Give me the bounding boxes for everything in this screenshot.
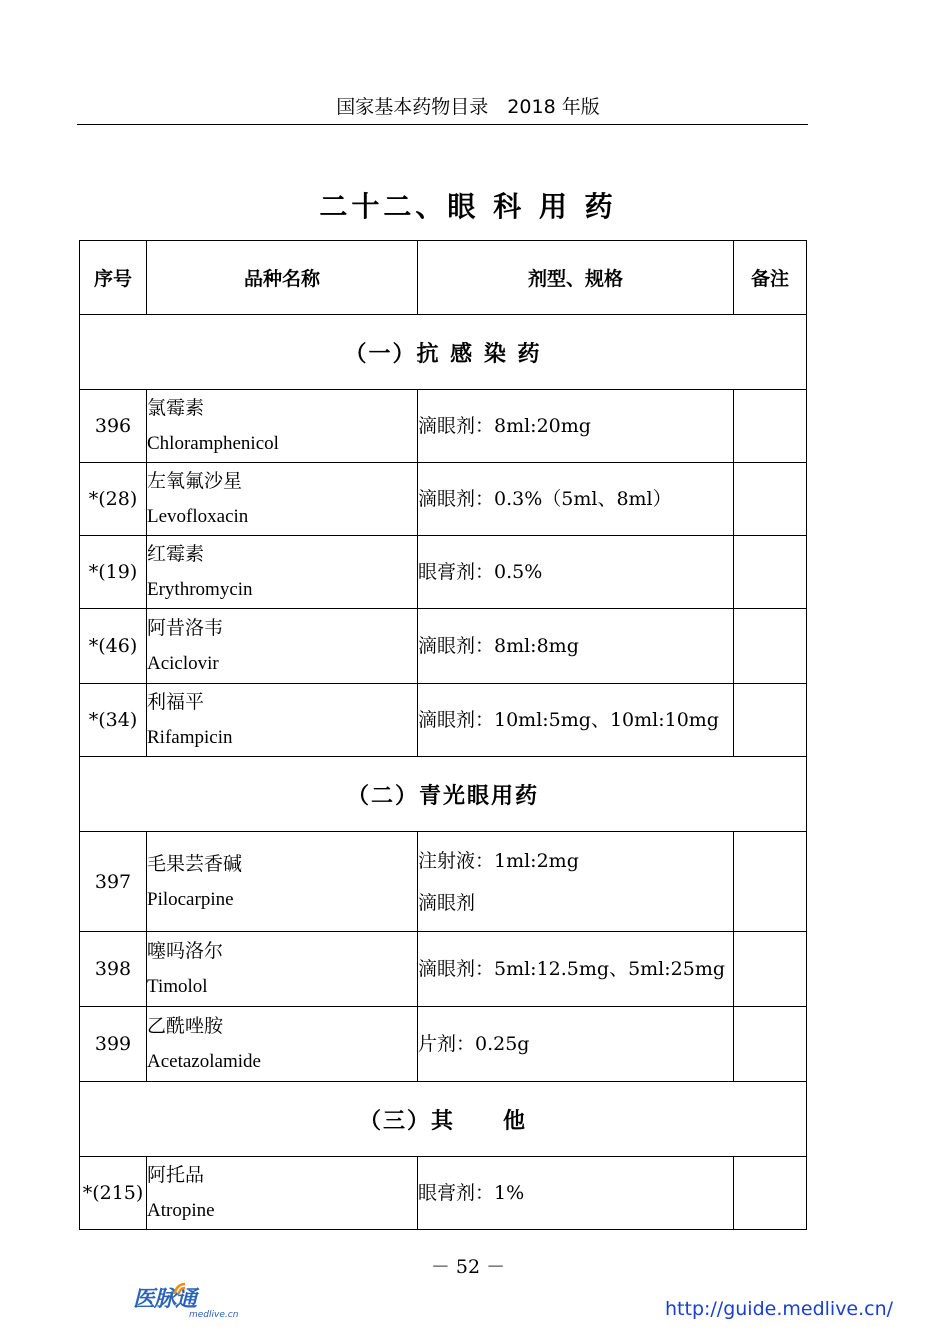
dosage-spec-cell: [418, 832, 734, 932]
remark-cell: [734, 536, 807, 609]
drug-name-english: Atropine: [147, 1200, 215, 1221]
chapter-title: 二十二、眼 科 用 药: [319, 190, 617, 223]
drug-name-chinese: 红霉素: [147, 543, 205, 565]
dosage-spec: 滴眼剂：8ml:20mg: [418, 415, 591, 437]
table-row: [80, 390, 807, 463]
drug-name-cell: [147, 390, 418, 463]
drug-name-chinese: 噻吗洛尔: [147, 940, 224, 962]
dosage-spec: 滴眼剂：5ml:12.5mg、5ml:25mg: [418, 958, 726, 980]
page-number: － 52 －: [430, 1256, 506, 1278]
dosage-spec: 注射液：1ml:2mg: [418, 849, 579, 872]
logo-text: 医脉通: [133, 1287, 197, 1312]
row-number: *(215): [80, 1157, 147, 1230]
dosage-spec-cell: [418, 932, 734, 1007]
drug-name-cell: [147, 1007, 418, 1082]
section-row: [80, 1082, 807, 1157]
column-header-remark: 备注: [734, 241, 807, 315]
drug-name-cell: [147, 609, 418, 684]
row-number: *(19): [80, 536, 147, 609]
dosage-spec: 眼膏剂：0.5%: [418, 561, 543, 583]
drug-name-cell: [147, 536, 418, 609]
row-number: 397: [80, 832, 147, 932]
table-row: [80, 536, 807, 609]
row-number: *(28): [80, 463, 147, 536]
table-row: [80, 463, 807, 536]
remark-cell: [734, 932, 807, 1007]
remark-cell: [734, 832, 807, 932]
drug-name-chinese: 阿托品: [147, 1164, 205, 1186]
dosage-spec-cell: [418, 463, 734, 536]
medlive-logo: [133, 1282, 243, 1324]
dosage-spec-cell: [418, 1157, 734, 1230]
dosage-spec-cell: [418, 390, 734, 463]
row-number: 399: [80, 1007, 147, 1082]
drug-name-chinese: 阿昔洛韦: [147, 617, 224, 639]
table-row: [80, 1157, 807, 1230]
table-row: [80, 832, 807, 932]
column-header-no: 序号: [80, 241, 147, 315]
dosage-spec-cell: [418, 684, 734, 757]
section-title: （二）青光眼用药: [80, 757, 807, 832]
drug-name-english: Acetazolamide: [147, 1051, 261, 1072]
drug-name-english: Pilocarpine: [147, 888, 234, 910]
dosage-spec-cell: [418, 1007, 734, 1082]
remark-cell: [734, 1007, 807, 1082]
section-title: （三）其 他: [80, 1082, 807, 1157]
dosage-spec: 眼膏剂：1%: [418, 1182, 525, 1204]
dosage-spec-cell: [418, 609, 734, 684]
logo-subtext: medlive.cn: [189, 1310, 239, 1320]
drug-table: [79, 240, 807, 1230]
dosage-spec-cell: [418, 536, 734, 609]
drug-name-chinese: 毛果芸香碱: [147, 852, 243, 875]
drug-name-english: Levofloxacin: [147, 506, 249, 527]
remark-cell: [734, 684, 807, 757]
drug-name-english: Timolol: [147, 976, 208, 997]
drug-name-cell: [147, 684, 418, 757]
drug-name-chinese: 利福平: [147, 691, 205, 713]
drug-name-chinese: 左氧氟沙星: [147, 470, 243, 492]
section-row: [80, 315, 807, 390]
drug-name-cell: [147, 1157, 418, 1230]
section-row: [80, 757, 807, 832]
remark-cell: [734, 390, 807, 463]
remark-cell: [734, 1157, 807, 1230]
row-number: *(46): [80, 609, 147, 684]
drug-name-chinese: 氯霉素: [147, 397, 205, 419]
section-title: （一）抗 感 染 药: [80, 315, 807, 390]
drug-name-english: Rifampicin: [147, 727, 233, 748]
table-header-row: [80, 241, 807, 315]
dosage-spec: 片剂：0.25g: [418, 1033, 530, 1055]
dosage-spec: 滴眼剂：10ml:5mg、10ml:10mg: [418, 709, 719, 731]
dosage-spec: 滴眼剂：8ml:8mg: [418, 635, 579, 657]
table-row: [80, 932, 807, 1007]
drug-name-chinese: 乙酰唑胺: [147, 1015, 224, 1037]
column-header-spec: 剂型、规格: [418, 241, 734, 315]
page-header: 国家基本药物目录 2018 年版: [336, 96, 600, 118]
drug-name-cell: [147, 463, 418, 536]
table-row: [80, 684, 807, 757]
drug-name-cell: [147, 932, 418, 1007]
column-header-name: 品种名称: [147, 241, 418, 315]
table-row: [80, 1007, 807, 1082]
table-row: [80, 609, 807, 684]
row-number: 398: [80, 932, 147, 1007]
footer-url-link[interactable]: http://guide.medlive.cn/: [665, 1298, 894, 1320]
drug-name-cell: [147, 832, 418, 932]
remark-cell: [734, 463, 807, 536]
remark-cell: [734, 609, 807, 684]
dosage-spec: 滴眼剂：0.3%（5ml、8ml）: [418, 488, 672, 510]
dosage-spec: 滴眼剂: [418, 891, 476, 914]
row-number: 396: [80, 390, 147, 463]
drug-name-english: Chloramphenicol: [147, 433, 279, 454]
drug-name-english: Erythromycin: [147, 579, 253, 600]
signal-arc-icon: [173, 1282, 187, 1296]
row-number: *(34): [80, 684, 147, 757]
header-divider: [77, 124, 808, 125]
drug-name-english: Aciclovir: [147, 653, 219, 674]
